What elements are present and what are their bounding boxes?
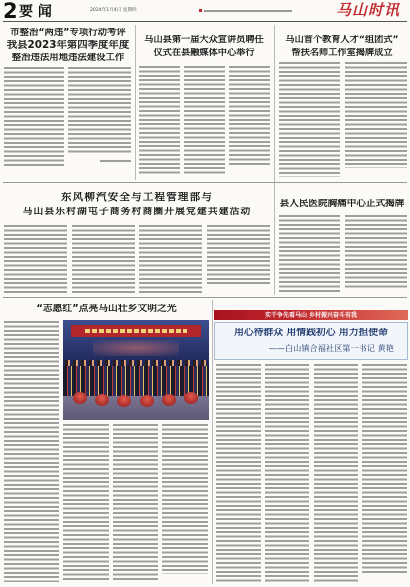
drum [184, 392, 198, 404]
article-body-text [63, 424, 109, 582]
section-divider [3, 182, 407, 183]
article-body-text [314, 364, 359, 582]
article-body-text [72, 225, 135, 293]
article-body-text [229, 66, 270, 167]
page-number: 2 [3, 0, 18, 23]
column-divider [274, 25, 275, 295]
section-divider [3, 297, 407, 298]
article-byline [100, 160, 131, 162]
editors-line [204, 10, 292, 12]
article-body-text [162, 424, 208, 574]
headline-party-building-line2: 马山县乐村湖屯子商务村商圈开展党建共建活动 [22, 207, 252, 217]
performers [63, 366, 209, 396]
article-body-text [68, 67, 131, 155]
subheadline-first-secretary: ——白山镇合福社区第一书记 黄艳 [268, 344, 394, 353]
article-body-text [362, 364, 407, 573]
column-banner [214, 310, 408, 320]
article-body-text [4, 225, 67, 293]
section-title: 要 闻 [19, 4, 52, 20]
article-body-text [4, 321, 59, 582]
headline-lecturer-line2: 仪式在县融媒体中心举行 [153, 48, 255, 58]
column-divider [212, 300, 213, 584]
issue-date: 2024年1月4日 星期四 [90, 8, 137, 13]
column-banner-text: 实干争先看马山 乡村振兴奋斗有我 [264, 311, 358, 319]
volunteer-performance-photo [63, 320, 209, 420]
column-divider [135, 25, 136, 180]
drum [73, 392, 87, 404]
article-body-text [139, 225, 202, 293]
article-body-text [265, 364, 310, 582]
masthead-logo: 马山时讯 [336, 1, 401, 19]
headline-chest-pain-center: 县人民医院胸痛中心正式揭牌 [279, 199, 405, 209]
drum [140, 395, 154, 407]
drum [95, 394, 109, 406]
article-body-text [139, 66, 180, 176]
article-body-text [279, 215, 340, 293]
headline-teacher-studio-line2: 帮扶名师工作室揭牌成立 [291, 48, 393, 58]
article-body-text [4, 67, 64, 168]
article-body-text [216, 364, 261, 582]
headline-volunteer-red: “志愿红”点亮马山壮乡文明之光 [36, 304, 177, 314]
headline-lecturer-line1: 马山县第一届大众宣讲员聘任 [144, 35, 264, 45]
drum [162, 394, 176, 406]
headline-two-violations-line2: 我县2023年第四季度年度 [6, 40, 130, 51]
article-body-text [207, 225, 270, 284]
editor-marker [199, 9, 202, 12]
header-rule [3, 21, 407, 22]
headline-two-violations-line1: 市整治“两违”专项行动考评 [10, 28, 126, 38]
article-body-text [345, 215, 407, 289]
stage-banner-lettering [85, 329, 187, 333]
article-body-text [345, 62, 407, 168]
headline-two-violations-line3: 整治违法用地违法建设工作 [11, 53, 125, 63]
article-body-text [279, 62, 340, 177]
article-body-text [184, 66, 225, 176]
drum [117, 395, 131, 407]
headline-first-secretary: 用心待群众 用情践初心 用力担使命 [234, 328, 388, 338]
headline-party-building-line1: 东风柳汽安全与工程管理部与 [60, 192, 214, 203]
article-body-text [113, 424, 159, 582]
headline-teacher-studio-line1: 马山首个教育人才“组团式” [285, 35, 399, 45]
stage-screen-glow [93, 340, 179, 356]
